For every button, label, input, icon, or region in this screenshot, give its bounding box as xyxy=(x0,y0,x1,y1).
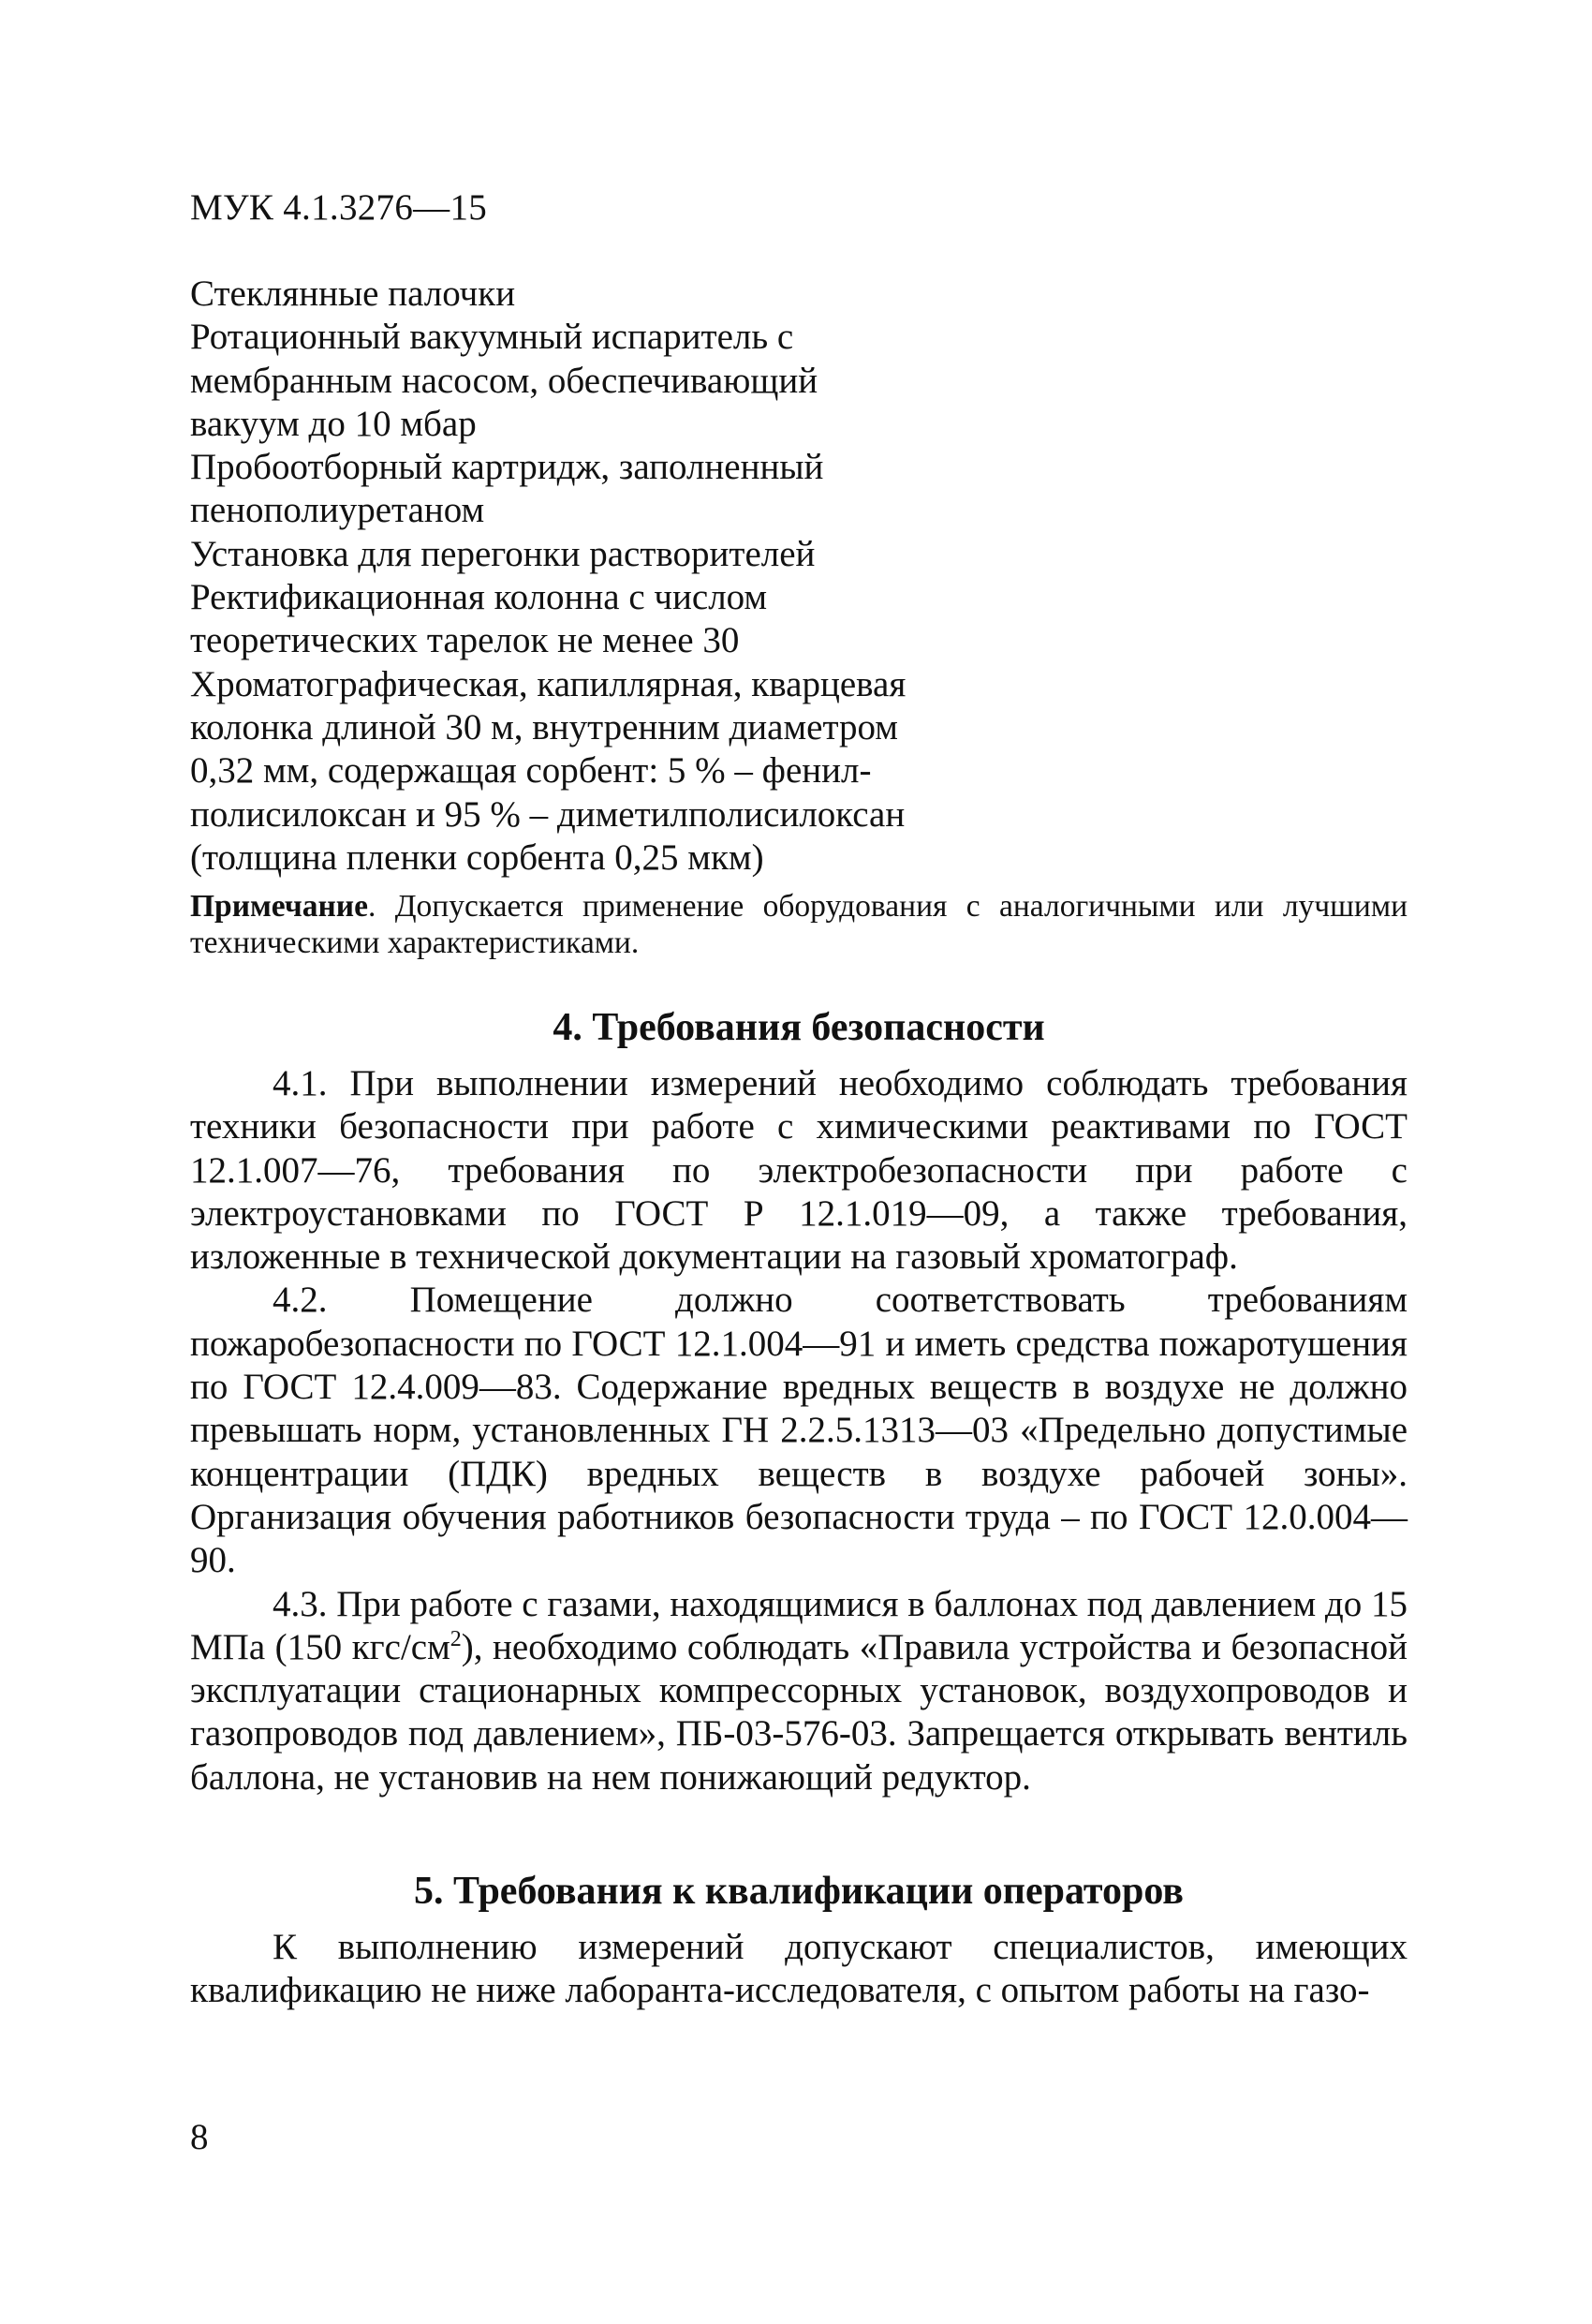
paragraph-4-3-part2: ), необходимо соблюдать «Правила устройства и безопасной эксплуатации стационарных компрессорных установок, воздухопроводов и газопроводов под давлением», ПБ-03-576-03. Запрещается открывать вентиль баллона, не установив на нем понижающий редуктор. xyxy=(190,1626,1408,1798)
equipment-line: полисилоксан и 95 % – диметилполисилоксан xyxy=(190,793,906,835)
equipment-item xyxy=(190,663,1033,880)
equipment-line: 0,32 мм, содержащая сорбент: 5 % – фенил- xyxy=(190,750,872,792)
equipment-line: вакуум до 10 мбар xyxy=(190,403,477,444)
paragraph-4-3 xyxy=(190,1583,1408,1799)
equipment-line: (толщина пленки сорбента 0,25 мкм) xyxy=(190,836,764,878)
section-4-body xyxy=(190,1062,1408,1799)
equipment-item xyxy=(190,533,1033,576)
paragraph-4-3-part1: 4.3. При работе с газами, находящимися в баллонах под давлением до 15 МПа (150 кгс/см xyxy=(190,1583,1408,1667)
equipment-item xyxy=(190,316,1033,446)
equipment-line: Хроматографическая, капиллярная, кварцевая xyxy=(190,663,907,704)
equipment-item xyxy=(190,446,1033,533)
equipment-line: Ротационный вакуумный испаритель с xyxy=(190,317,794,358)
note-label: Примечание xyxy=(190,889,368,924)
section-4-heading: 4. Требования безопасности xyxy=(553,1006,1045,1049)
page-number: 8 xyxy=(190,2117,209,2157)
section-5-body xyxy=(190,1926,1408,2013)
paragraph-4-1: 4.1. При выполнении измерений необходимо соблюдать требования техники безопасности при работе с химическими реактивами по ГОСТ 12.1.007—76, требования по электробезопасности при работе с электроустановками по ГОСТ Р 12.1.019—09, а также требования, изложенные в технической документации на газовый хроматограф. xyxy=(190,1063,1408,1278)
equipment-line: Стеклянные палочки xyxy=(190,274,516,314)
equipment-note xyxy=(190,888,1408,961)
note-text: . Допускается применение оборудования с аналогичными или лучшими техническими характеристиками. xyxy=(190,889,1408,960)
equipment-line: Ректификационная колонна с числом xyxy=(190,577,768,618)
equipment-list xyxy=(190,273,1033,880)
equipment-item xyxy=(190,273,1033,316)
equipment-line: теоретических тарелок не менее 30 xyxy=(190,620,740,661)
superscript-2: 2 xyxy=(450,1626,462,1651)
section-5-heading: 5. Требования к квалификации операторов xyxy=(414,1870,1184,1913)
equipment-line: Пробоотборный картридж, заполненный xyxy=(190,447,824,488)
equipment-line: колонка длиной 30 м, внутренним диаметром xyxy=(190,706,898,748)
equipment-line: Установка для перегонки растворителей xyxy=(190,533,816,574)
equipment-line: мембранным насосом, обеспечивающий xyxy=(190,360,818,401)
equipment-line: пенополиуретаном xyxy=(190,490,485,531)
document-code-header: МУК 4.1.3276—15 xyxy=(190,187,488,228)
paragraph-5-1: К выполнению измерений допускают специалистов, имеющих квалификацию не ниже лаборанта-исследователя, с опытом работы на газо- xyxy=(190,1927,1408,2011)
equipment-item xyxy=(190,576,1033,663)
paragraph-4-2: 4.2. Помещение должно соответствовать требованиям пожаробезопасности по ГОСТ 12.1.004—91 и иметь средства пожаротушения по ГОСТ 12.4.009—83. Содержание вредных веществ в воздухе не должно превышать норм, установленных ГН 2.2.5.1313—03 «Предельно допустимые концентрации (ПДК) вредных веществ в воздухе рабочей зоны». Организация обучения работников безопасности труда – по ГОСТ 12.0.004—90. xyxy=(190,1280,1408,1581)
